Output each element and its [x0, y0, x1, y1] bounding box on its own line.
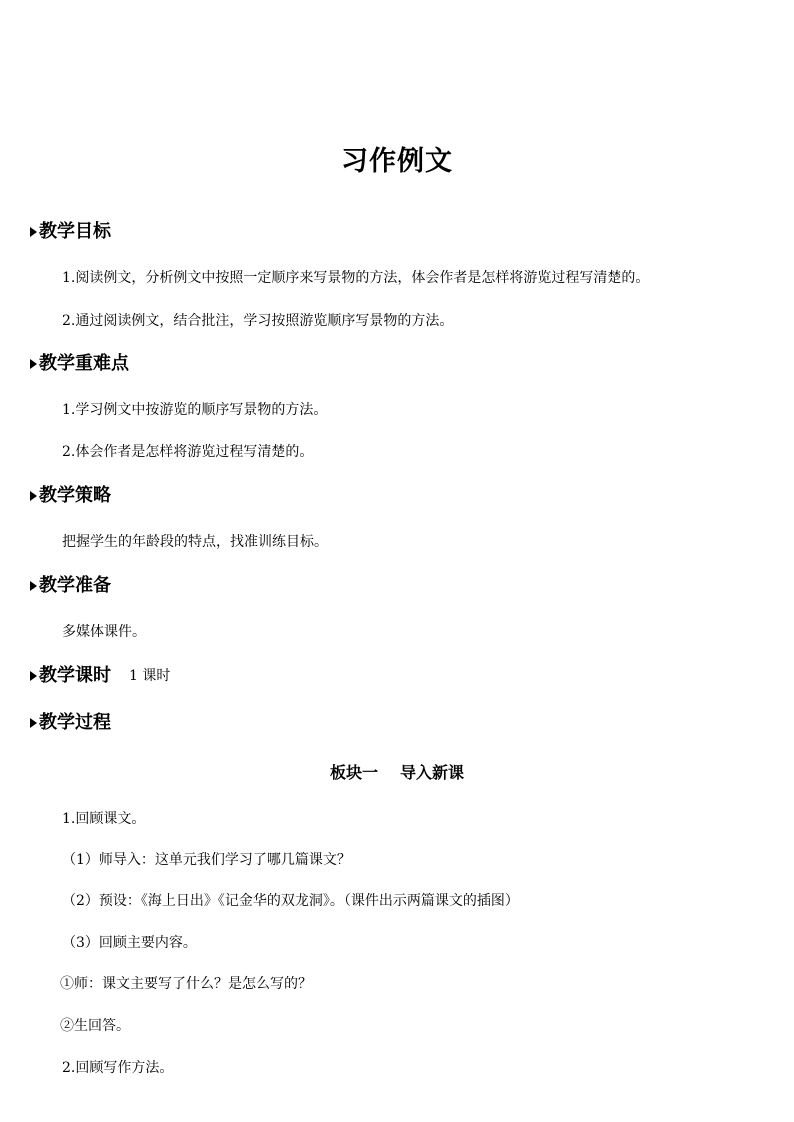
heading-preparation-label: 教学准备	[39, 575, 111, 596]
body-line-6: ②生回答。	[60, 1018, 130, 1034]
objective-item-1: 1.阅读例文，分析例文中按照一定顺序来写景物的方法，体会作者是怎样将游览过程写清楚的。	[62, 270, 650, 286]
heading-key-points	[30, 352, 129, 376]
body-line-1: 1.回顾课文。	[62, 811, 146, 827]
body-line-3: （2）预设：《海上日出》《记金华的双龙洞》。（课件出示两篇课文的插图）	[62, 893, 519, 909]
triangle-bullet-icon	[30, 581, 37, 591]
heading-preparation	[30, 574, 111, 598]
body-line-5: ①师：课文主要写了什么？是怎么写的？	[60, 976, 312, 992]
block-heading-part1: 板块一	[329, 763, 378, 782]
heading-strategy-label: 教学策略	[39, 485, 111, 506]
block-heading-part2: 导入新课	[400, 763, 465, 782]
triangle-bullet-icon	[30, 227, 37, 237]
heading-hours	[30, 664, 170, 688]
hours-value: 1 课时	[129, 668, 171, 684]
heading-process-label: 教学过程	[39, 712, 111, 733]
key-point-item-2: 2.体会作者是怎样将游览过程写清楚的。	[62, 444, 314, 460]
triangle-bullet-icon	[30, 718, 37, 728]
page-title: 习作例文	[341, 146, 453, 177]
heading-objectives-label: 教学目标	[39, 221, 111, 242]
preparation-text: 多媒体课件。	[62, 624, 146, 640]
key-point-item-1: 1.学习例文中按游览的顺序写景物的方法。	[62, 402, 328, 418]
body-line-4: （3）回顾主要内容。	[62, 935, 197, 951]
heading-process	[30, 711, 111, 735]
triangle-bullet-icon	[30, 359, 37, 369]
heading-objectives	[30, 220, 111, 244]
heading-strategy	[30, 484, 111, 508]
block-heading	[0, 761, 794, 785]
objective-item-2: 2.通过阅读例文，结合批注，学习按照游览顺序写景物的方法。	[62, 313, 454, 329]
triangle-bullet-icon	[30, 671, 37, 681]
body-line-7: 2.回顾写作方法。	[62, 1060, 174, 1076]
body-line-2: （1）师导入：这单元我们学习了哪几篇课文？	[62, 852, 351, 868]
heading-hours-label: 教学课时	[39, 665, 111, 686]
heading-key-points-label: 教学重难点	[39, 353, 129, 374]
strategy-text: 把握学生的年龄段的特点，找准训练目标。	[62, 534, 328, 550]
triangle-bullet-icon	[30, 491, 37, 501]
